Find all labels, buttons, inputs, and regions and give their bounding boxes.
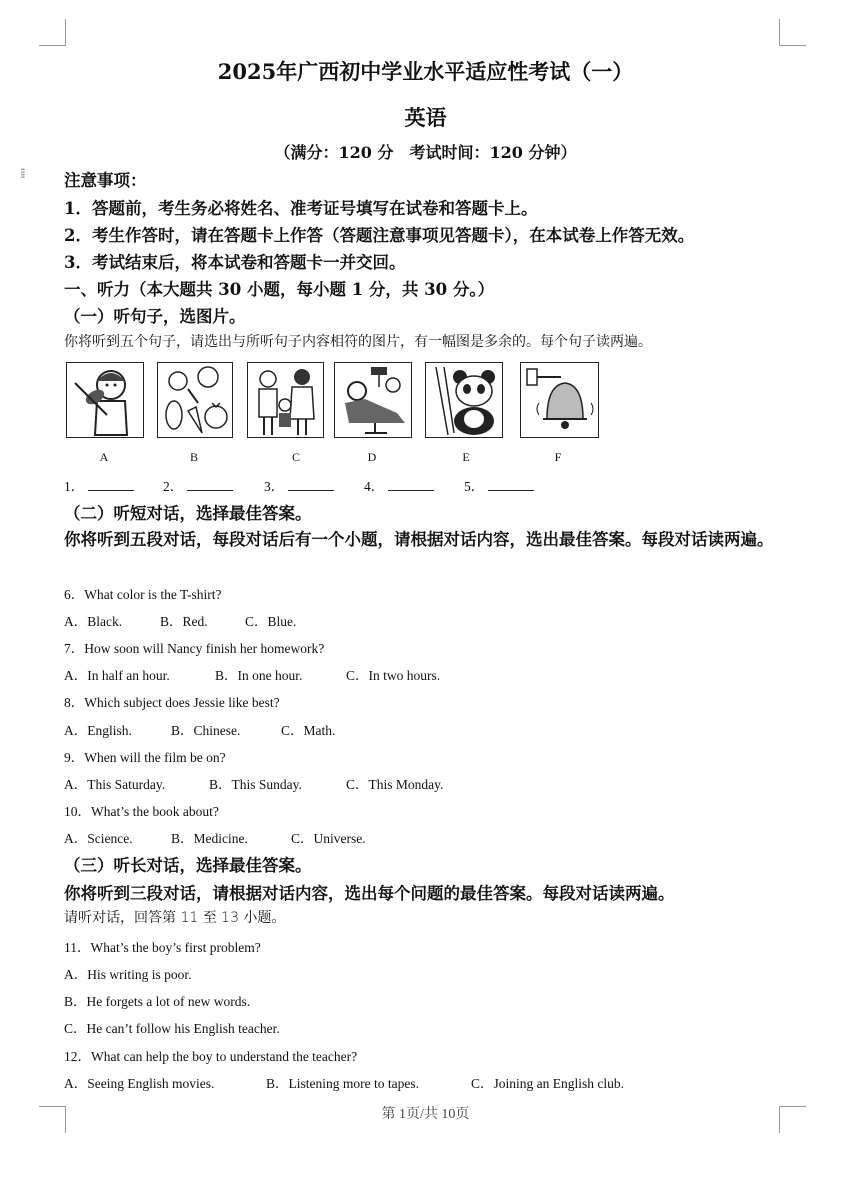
crop-mark-top-left: [39, 19, 66, 46]
question-10: 10．What’s the book about?: [64, 804, 219, 819]
question-12: 12．What can help the boy to understand the teacher?: [64, 1049, 358, 1064]
option-b[interactable]: B．He forgets a lot of new words.: [64, 994, 251, 1009]
option-a[interactable]: A．His writing is poor.: [64, 967, 192, 982]
option-c[interactable]: C．Universe.: [291, 831, 366, 846]
answer-blank-1[interactable]: 1．: [64, 475, 134, 495]
picture-label: D: [367, 450, 377, 464]
family-icon: [248, 363, 323, 437]
note-item: 3．考试结束后，将本试卷和答题卡一并交回。: [64, 253, 406, 272]
question-11: 11．What’s the boy’s first problem?: [64, 940, 261, 955]
option-b[interactable]: B．Listening more to tapes.: [266, 1076, 419, 1091]
section2-instruction: 你将听到五段对话，每段对话后有一个小题，请根据对话内容，选出最佳答案。每段对话读两遍。: [64, 530, 774, 549]
drag-handle-icon[interactable]: ⁞⁞: [20, 166, 24, 182]
picture-e: [425, 362, 503, 438]
notes-heading: 注意事项：: [64, 171, 147, 190]
option-b[interactable]: B．Red.: [160, 614, 208, 629]
option-b[interactable]: B．Chinese.: [171, 723, 241, 738]
option-c[interactable]: C．He can’t follow his English teacher.: [64, 1021, 280, 1036]
option-a[interactable]: A．In half an hour.: [64, 668, 170, 683]
crop-mark-top-right: [779, 19, 806, 46]
picture-label: E: [462, 450, 470, 464]
option-c[interactable]: C．Blue.: [245, 614, 297, 629]
option-b[interactable]: B．Medicine.: [171, 831, 248, 846]
question-9: 9．When will the film be on?: [64, 750, 226, 765]
section3-sub-instruction: 请听对话，回答第 11 至 13 小题。: [64, 910, 286, 926]
picture-label: F: [554, 450, 562, 464]
picture-a: [66, 362, 144, 438]
bell-icon: [521, 363, 598, 437]
option-b[interactable]: B．This Sunday.: [209, 777, 302, 792]
panda-icon: [426, 363, 502, 437]
answer-blank-5[interactable]: 5．: [464, 475, 534, 495]
score-time-line: （满分：120 分 考试时间：120 分钟）: [274, 143, 577, 162]
section2-heading: （二）听短对话，选择最佳答案。: [64, 504, 312, 523]
option-c[interactable]: C．This Monday.: [346, 777, 444, 792]
option-a[interactable]: A．English.: [64, 723, 132, 738]
page-number: 第 1页/共 10页: [381, 1107, 470, 1122]
picture-label: A: [99, 450, 109, 464]
option-a[interactable]: A．Seeing English movies.: [64, 1076, 215, 1091]
option-a[interactable]: A．Science.: [64, 831, 133, 846]
section3-heading: （三）听长对话，选择最佳答案。: [64, 856, 312, 875]
option-a[interactable]: A．Black.: [64, 614, 123, 629]
subject-title: 英语: [404, 105, 447, 130]
picture-f: [520, 362, 599, 438]
question-6: 6．What color is the T-shirt?: [64, 587, 222, 602]
option-b[interactable]: B．In one hour.: [215, 668, 303, 683]
violin-boy-icon: [67, 363, 143, 437]
vegetables-icon: [158, 363, 232, 437]
question-7: 7．How soon will Nancy finish her homework?: [64, 641, 325, 656]
note-item: 1．答题前，考生务必将姓名、准考证号填写在试卷和答题卡上。: [64, 199, 538, 218]
option-c[interactable]: C．Math.: [281, 723, 336, 738]
section1-heading: （一）听句子，选图片。: [64, 307, 246, 326]
answer-blank-4[interactable]: 4．: [364, 475, 434, 495]
dentist-icon: [335, 363, 411, 437]
section3-instruction: 你将听到三段对话，请根据对话内容，选出每个问题的最佳答案。每段对话读两遍。: [64, 884, 675, 903]
picture-label: C: [291, 450, 300, 464]
exam-title: 2025年广西初中学业水平适应性考试（一）: [217, 59, 634, 84]
part1-heading: 一、听力（本大题共 30 小题，每小题 1 分，共 30 分。）: [64, 280, 495, 299]
option-a[interactable]: A．This Saturday.: [64, 777, 166, 792]
section1-instruction: 你将听到五个句子，请选出与所听句子内容相符的图片，有一幅图是多余的。每个句子读两遍。: [64, 334, 652, 350]
picture-c: [247, 362, 324, 438]
option-c[interactable]: C．In two hours.: [346, 668, 441, 683]
answer-blank-2[interactable]: 2．: [163, 475, 233, 495]
picture-b: [157, 362, 233, 438]
answer-blank-3[interactable]: 3．: [264, 475, 334, 495]
picture-d: [334, 362, 412, 438]
question-8: 8．Which subject does Jessie like best?: [64, 695, 280, 710]
note-item: 2．考生作答时，请在答题卡上作答（答题注意事项见答题卡），在本试卷上作答无效。: [64, 226, 695, 245]
option-c[interactable]: C．Joining an English club.: [471, 1076, 624, 1091]
picture-label: B: [189, 450, 198, 464]
